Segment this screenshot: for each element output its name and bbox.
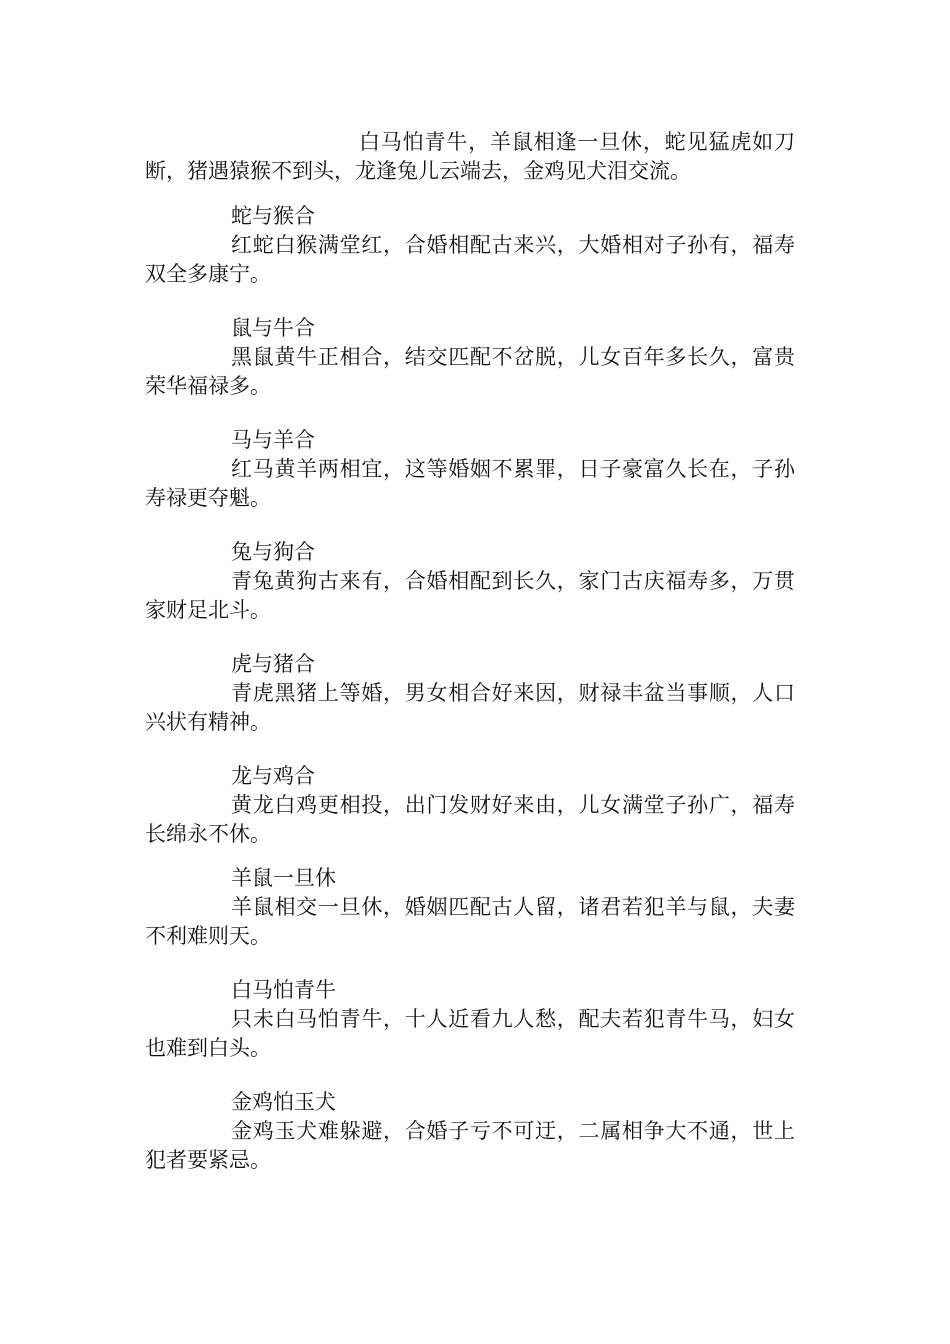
section-heading: 鼠与牛合 — [231, 316, 315, 340]
section-rooster-dog — [145, 1088, 795, 1175]
section-rat-ox — [145, 314, 795, 401]
section-tiger-pig — [145, 650, 795, 737]
section-heading: 兔与狗合 — [231, 540, 315, 564]
intro-paragraph: 白马怕青牛，羊鼠相逢一旦休，蛇见猛虎如刀断，猪遇猿猴不到头，龙逢兔儿云端去，金鸡见犬泪交流。 — [145, 130, 795, 183]
section-horse-ox — [145, 976, 795, 1063]
section-goat-rat — [145, 864, 795, 951]
section-paragraph: 红蛇白猴满堂红，合婚相配古来兴，大婚相对子孙有，福寿双全多康宁。 — [145, 233, 795, 286]
section-horse-goat — [145, 426, 795, 513]
section-paragraph: 羊鼠相交一旦休，婚姻匹配古人留，诸君若犯羊与鼠，夫妻不利难则天。 — [145, 895, 795, 948]
section-paragraph: 金鸡玉犬难躲避，合婚子亏不可迂，二属相争大不通，世上犯者要紧忌。 — [145, 1119, 795, 1172]
section-snake-monkey — [145, 202, 795, 289]
section-heading: 白马怕青牛 — [231, 978, 336, 1002]
section-paragraph: 青虎黑猪上等婚，男女相合好来因，财禄丰盆当事顺，人口兴状有精神。 — [145, 681, 795, 734]
section-heading: 羊鼠一旦休 — [231, 866, 336, 890]
section-paragraph: 黑鼠黄牛正相合，结交匹配不岔脱，儿女百年多长久，富贵荣华福禄多。 — [145, 345, 795, 398]
section-paragraph: 只未白马怕青牛，十人近看九人愁，配夫若犯青牛马，妇女也难到白头。 — [145, 1007, 795, 1060]
section-heading: 马与羊合 — [231, 428, 315, 452]
section-heading: 虎与猪合 — [231, 652, 315, 676]
section-heading: 龙与鸡合 — [231, 764, 315, 788]
section-heading: 蛇与猴合 — [231, 204, 315, 228]
section-paragraph: 红马黄羊两相宜，这等婚姻不累罪，日子豪富久长在，子孙寿禄更夺魁。 — [145, 457, 795, 510]
section-paragraph: 黄龙白鸡更相投，出门发财好来由，儿女满堂子孙广，福寿长绵永不休。 — [145, 793, 795, 846]
section-paragraph: 青兔黄狗古来有，合婚相配到长久，家门古庆福寿多，万贯家财足北斗。 — [145, 569, 795, 622]
section-rabbit-dog — [145, 538, 795, 625]
section-dragon-rooster — [145, 762, 795, 849]
section-heading: 金鸡怕玉犬 — [231, 1090, 336, 1114]
